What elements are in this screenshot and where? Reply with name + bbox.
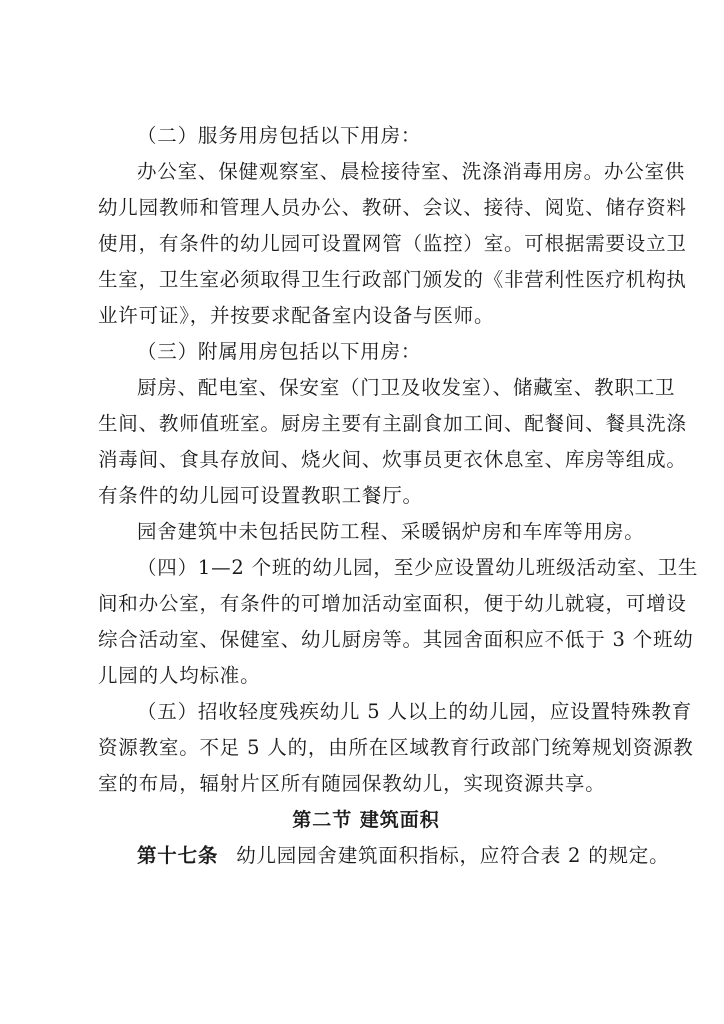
paragraph-line: 综合活动室、保健室、幼儿厨房等。其园舍面积应不低于 3 个班幼 [98,628,694,651]
paragraph-auxiliary-rooms-heading: （三）附属用房包括以下用房： [137,340,422,363]
paragraph-line: 间和办公室，有条件的可增加活动室面积，便于幼儿就寝，可增设 [98,592,687,615]
paragraph-line: 室的布局，辐射片区所有随园保教幼儿，实现资源共享。 [98,772,606,795]
document-body [98,118,699,874]
paragraph-line: 儿园的人均标准。 [98,664,261,687]
paragraph-line: （四）1—2 个班的幼儿园，至少应设置幼儿班级活动室、卫生 [137,556,699,579]
article-number: 第十七条 [137,844,219,867]
paragraph-line: 消毒间、食具存放间、烧火间、炊事员更衣休息室、库房等组成。 [98,448,687,471]
paragraph-line: 资源教室。不足 5 人的，由所在区域教育行政部门统筹规划资源教 [98,736,694,759]
paragraph-line: 厨房、配电室、保安室（门卫及收发室）、储藏室、教职工卫 [137,376,676,399]
section-heading: 第二节 建筑面积 [292,809,440,831]
paragraph-line: 业许可证》，并按要求配备室内设备与医师。 [98,304,495,327]
paragraph-line: 使用，有条件的幼儿园可设置网管（监控）室。可根据需要设立卫 [98,232,687,255]
paragraph-line: 生室，卫生室必须取得卫生行政部门颁发的《非营利性医疗机构执 [98,268,687,291]
paragraph-line: 园舍建筑中未包括民防工程、采暖锅炉房和车库等用房。 [137,520,645,543]
paragraph-line: （五）招收轻度残疾幼儿 5 人以上的幼儿园，应设置特殊教育 [137,700,693,723]
article-text: 幼儿园园舍建筑面积指标，应符合表 2 的规定。 [236,844,670,867]
paragraph-line: 办公室、保健观察室、晨检接待室、洗涤消毒用房。办公室供 [137,160,686,183]
paragraph-line: 生间、教师值班室。厨房主要有主副食加工间、配餐间、餐具洗涤 [98,412,687,435]
article-17 [98,838,670,874]
paragraph-service-rooms-heading: （二）服务用房包括以下用房： [137,124,422,147]
paragraph-line: 幼儿园教师和管理人员办公、教研、会议、接待、阅览、储存资料 [98,196,687,219]
paragraph-line: 有条件的幼儿园可设置教职工餐厅。 [98,484,423,507]
